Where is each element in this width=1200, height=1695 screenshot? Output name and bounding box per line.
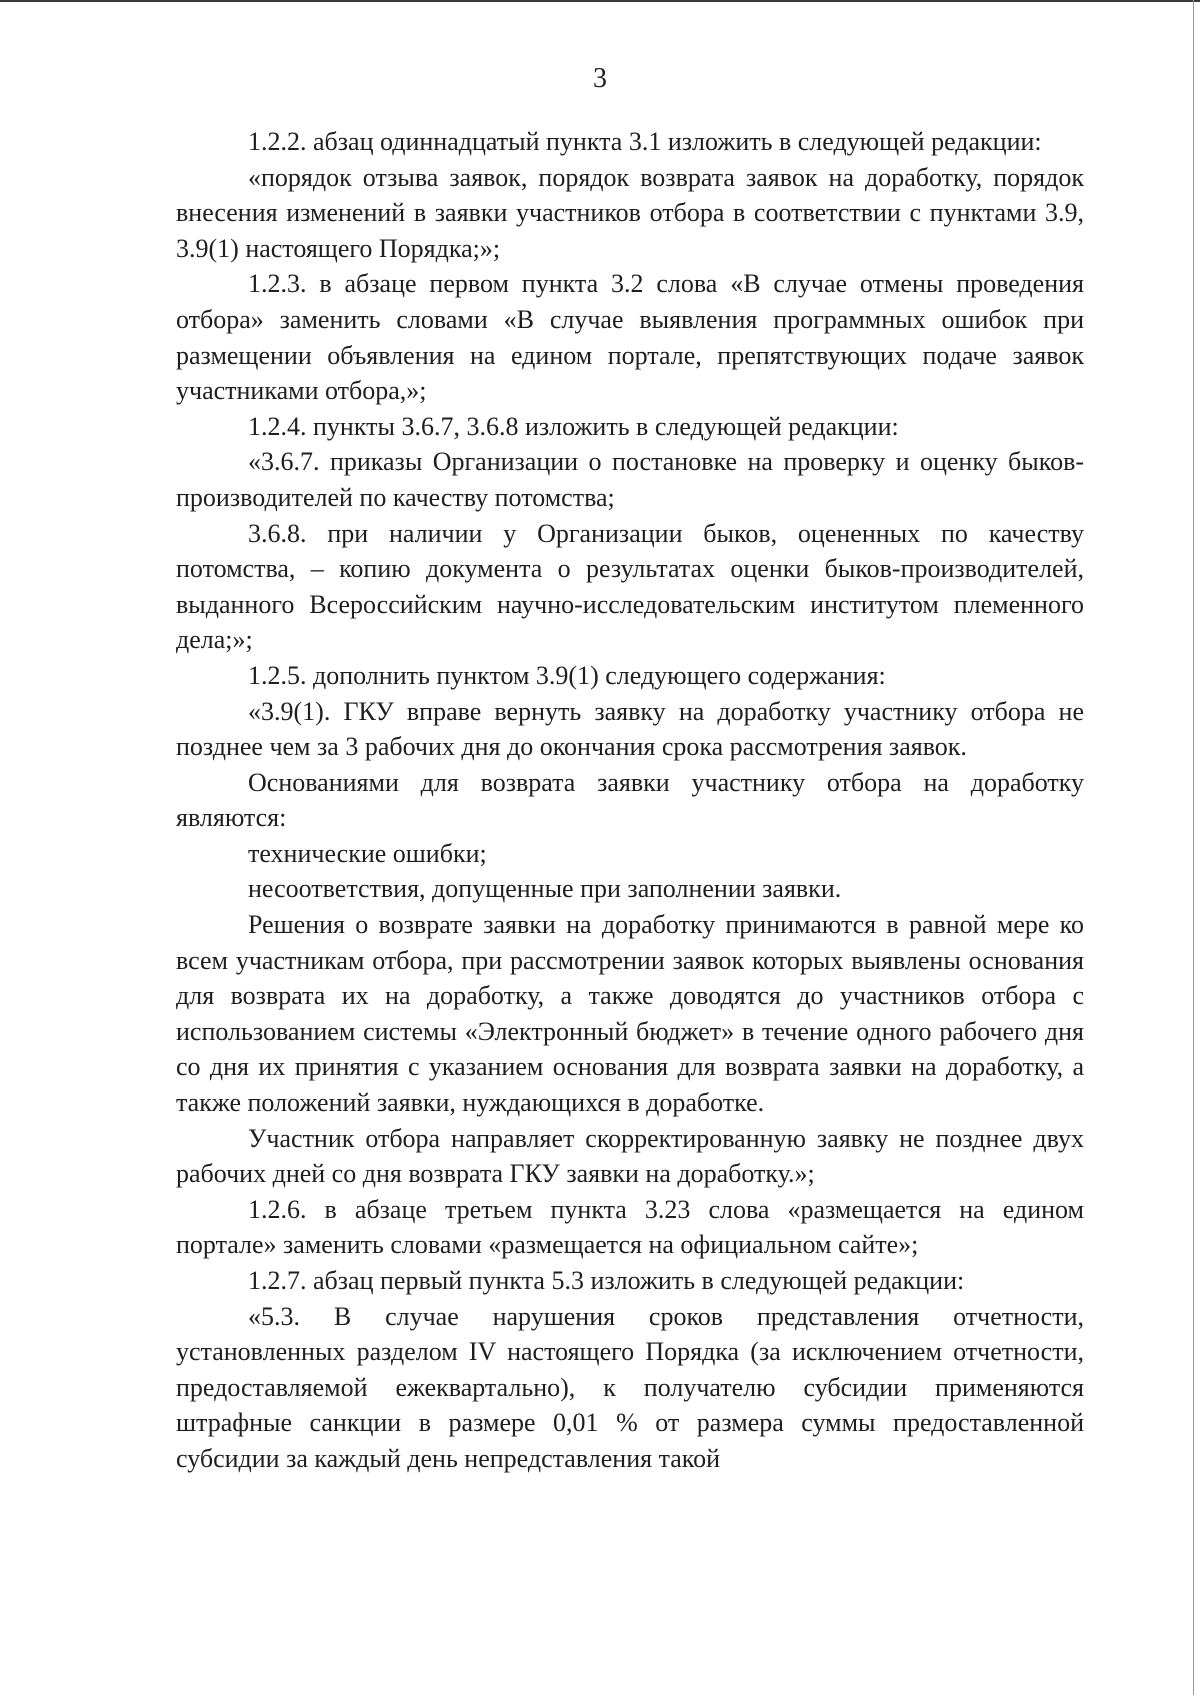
document-body bbox=[176, 124, 1084, 1477]
paragraph-1-2-2: 1.2.2. абзац одиннадцатый пункта 3.1 изложить в следующей редакции: bbox=[248, 127, 1042, 156]
scan-top-edge bbox=[0, 0, 1200, 2]
paragraph-1-2-3: 1.2.3. в абзаце первом пункта 3.2 слова «В случае отмены проведения отбора» заменить словами «В случае выявления программных ошибок при размещении объявления на едином портале, препятствующих подаче заявок участниками отбора,»; bbox=[176, 269, 1084, 406]
paragraph-quote-3-1: «порядок отзыва заявок, порядок возврата заявок на доработку, порядок внесения изменений в заявки участников отбора в соответствии с пунктами 3.9, 3.9(1) настоящего Порядка;»; bbox=[176, 162, 1084, 263]
paragraph-1-2-4: 1.2.4. пункты 3.6.7, 3.6.8 изложить в следующей редакции: bbox=[248, 411, 899, 441]
paragraph-1-2-5: 1.2.5. дополнить пунктом 3.9(1) следующего содержания: bbox=[248, 660, 886, 690]
paragraph-3-6-8: 3.6.8. при наличии у Организации быков, оцененных по качеству потомства, – копию документа о результатах оценки быков-производителей, выданного Всероссийским научно-исследовательским институтом племенного дела;»; bbox=[176, 518, 1084, 655]
scan-right-edge bbox=[1193, 0, 1194, 1695]
paragraph-return-grounds: Основаниями для возврата заявки участнику отбора на доработку являются: bbox=[176, 767, 1084, 833]
paragraph-inconsistencies: несоответствия, допущенные при заполнении заявки. bbox=[248, 874, 842, 904]
paragraph-1-2-7: 1.2.7. абзац первый пункта 5.3 изложить в следующей редакции: bbox=[248, 1266, 965, 1295]
paragraph-technical-errors: технические ошибки; bbox=[248, 838, 487, 868]
paragraph-corrected-application: Участник отбора направляет скорректированную заявку не позднее двух рабочих дней со дня возврата ГКУ заявки на доработку.»; bbox=[176, 1123, 1084, 1189]
paragraph-quote-3-6-7: «3.6.7. приказы Организации о постановке на проверку и оценку быков-производителей по качеству потомства; bbox=[176, 447, 1084, 512]
paragraph-return-decisions: Решения о возврате заявки на доработку принимаются в равной мере ко всем участникам отбора, при рассмотрении заявок которых выявлены основания для возврата их на доработку, а также доводятся до участников отбора с использованием системы «Электронный бюджет» в течение одного рабочего дня со дня их принятия с указанием основания для возврата заявки на доработку, а также положений заявки, нуждающихся в доработке. bbox=[176, 910, 1084, 1118]
paragraph-quote-3-9-1: «3.9(1). ГКУ вправе вернуть заявку на доработку участнику отбора не позднее чем за 3 рабочих дня до окончания срока рассмотрения заявок. bbox=[176, 696, 1084, 762]
page-number: 3 bbox=[593, 63, 607, 94]
paragraph-quote-5-3: «5.3. В случае нарушения сроков представления отчетности, установленных разделом IV настоящего Порядка (за исключением отчетности, предоставляемой ежеквартально), к получателю субсидии применяются штрафные санкции в размере 0,01 % от размера суммы предоставленной субсидии за каждый день непредставления такой bbox=[176, 1301, 1084, 1473]
paragraph-1-2-6: 1.2.6. в абзаце третьем пункта 3.23 слова «размещается на едином портале» заменить словами «размещается на официальном сайте»; bbox=[176, 1194, 1084, 1260]
